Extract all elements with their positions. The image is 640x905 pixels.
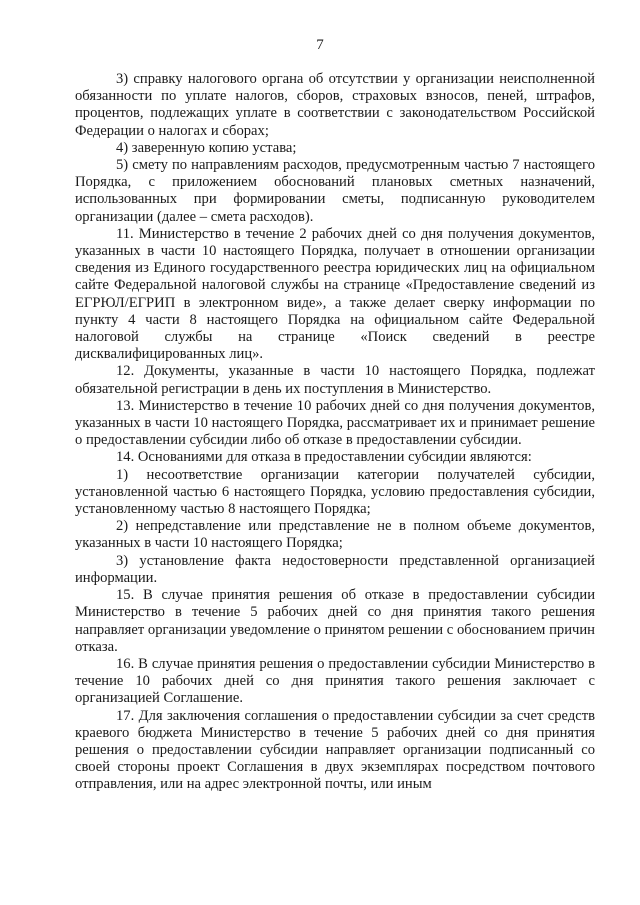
paragraph-clause-12: 12. Документы, указанные в части 10 настоящего Порядка, подлежат обязательной регистрации в день их поступления в Министерство. [75,363,595,397]
paragraph-clause-11: 11. Министерство в течение 2 рабочих дней со дня получения документов, указанных в части 10 настоящего Порядка, получает в отношении организации сведения из Единого государственного реестра юридических лиц на официальном сайте Федеральной налоговой службы на странице «Предоставление сведений из ЕГРЮЛ/ЕГРИП в электронном виде», а также делает сверку информации по пункту 4 части 8 настоящего Порядка на официальном сайте Федеральной налоговой службы на странице «Поиск сведений в реестре дисквалифицированных лиц». [75,225,595,363]
document-body [75,71,595,794]
paragraph-refusal-reason-1: 1) несоответствие организации категории получателей субсидии, установленной частью 6 настоящего Порядка, условию предоставления субсидии, установленному частью 8 настоящего Порядка; [75,466,595,518]
paragraph-item-5-expense-estimate: 5) смету по направлениям расходов, предусмотренным частью 7 настоящего Порядка, с приложением обоснований плановых сметных назначений, использованных при формировании сметы, подписанную руководителем организации (далее – смета расходов). [75,157,595,225]
page-number: 7 [316,37,324,53]
paragraph-refusal-reason-3: 3) установление факта недостоверности представленной организацией информации. [75,552,595,586]
paragraph-clause-13: 13. Министерство в течение 10 рабочих дней со дня получения документов, указанных в части 10 настоящего Порядка, рассматривает их и принимает решение о предоставлении субсидии либо об отказе в предоставлении субсидии. [75,397,595,449]
paragraph-clause-15: 15. В случае принятия решения об отказе в предоставлении субсидии Министерство в течение 5 рабочих дней со дня принятия такого решения направляет организации уведомление о принятом решении с обоснованием причин отказа. [75,587,595,655]
paragraph-item-3-tax-certificate: 3) справку налогового органа об отсутствии у организации неисполненной обязанности по уплате налогов, сборов, страховых взносов, пеней, штрафов, процентов, подлежащих уплате в соответствии с законодательством Российской Федерации о налогах и сборах; [75,71,595,139]
paragraph-refusal-reason-2: 2) непредставление или представление не в полном объеме документов, указанных в части 10 настоящего Порядка; [75,518,595,552]
paragraph-clause-17: 17. Для заключения соглашения о предоставлении субсидии за счет средств краевого бюджета Министерство в течение 5 рабочих дней со дня принятия решения о предоставлении субсидии направляет организации подписанный со своей стороны проект Соглашения в двух экземплярах посредством почтового отправления, или на адрес электронной почты, или иным [75,707,595,793]
paragraph-item-4-charter-copy: 4) заверенную копию устава; [116,139,297,156]
paragraph-clause-16: 16. В случае принятия решения о предоставлении субсидии Министерство в течение 10 рабочих дней со дня принятия такого решения заключает с организацией Соглашение. [75,655,595,707]
paragraph-clause-14: 14. Основаниями для отказа в предоставлении субсидии являются: [116,449,532,466]
